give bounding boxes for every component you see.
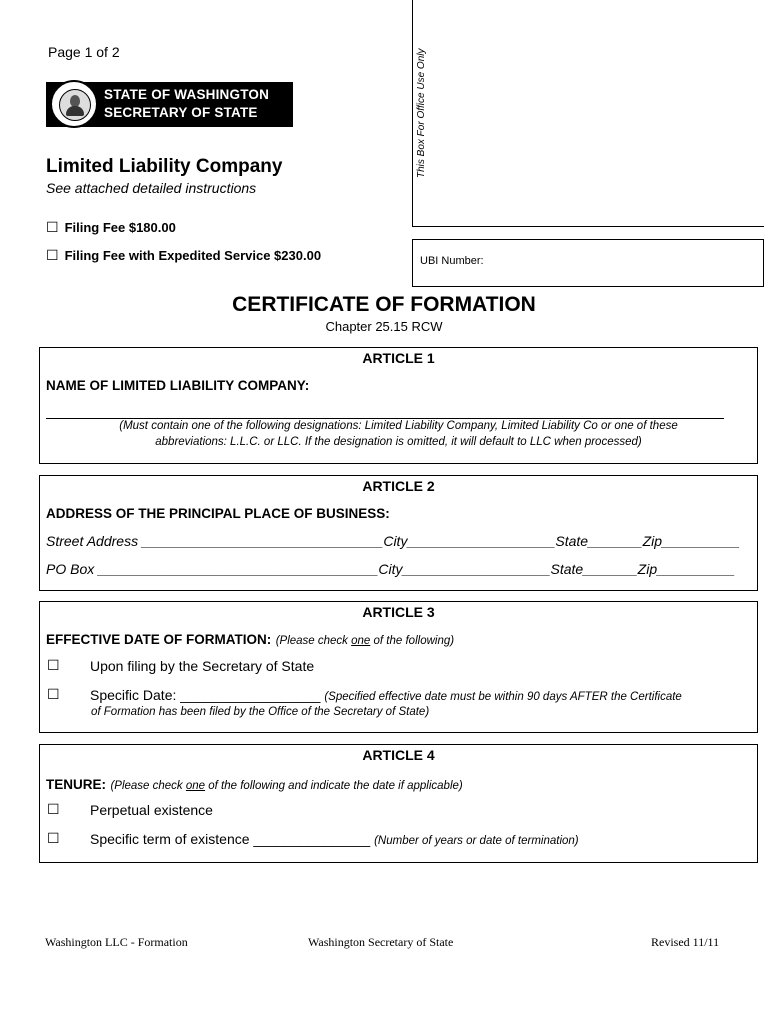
name-note-line2: abbreviations: L.L.C. or LLC. If the designation is omitted, it will default to LLC when processed) (155, 436, 642, 448)
specific-date-field[interactable]: Specific Date: __________________ (90, 687, 321, 703)
article-2-heading: ARTICLE 2 (362, 478, 435, 494)
footer-left: Washington LLC - Formation (45, 935, 188, 949)
article-2 (39, 475, 758, 591)
form-title: Limited Liability Company (46, 156, 283, 177)
article-4 (39, 744, 758, 863)
filing-fee-label: Filing Fee $180.00 (64, 220, 176, 235)
article-3 (39, 601, 758, 733)
form-subtitle: See attached detailed instructions (46, 180, 257, 196)
checkbox-icon[interactable]: ☐ (47, 830, 60, 846)
chapter-reference: Chapter 25.15 RCW (325, 319, 443, 334)
article-1-heading: ARTICLE 1 (362, 350, 435, 366)
po-box-row[interactable]: PO Box ____________________________________City___________________State_______Zip__________ (46, 561, 735, 577)
name-note-line1: (Must contain one of the following designations: Limited Liability Company, Limited Liability Co or one of these (119, 420, 678, 432)
logo-line2: SECRETARY OF STATE (104, 105, 258, 120)
checkbox-icon[interactable]: ☐ (47, 801, 60, 817)
specific-date-option (90, 687, 682, 703)
page-indicator: Page 1 of 2 (48, 44, 120, 60)
tenure-label-row: TENURE: (Please check one of the following and indicate the date if applicable) (46, 777, 463, 792)
article-3-heading: ARTICLE 3 (362, 604, 435, 620)
checkbox-icon[interactable]: ☐ (46, 247, 59, 263)
footer-center: Washington Secretary of State (308, 935, 454, 949)
ubi-number-box[interactable] (412, 239, 764, 287)
company-name-field[interactable] (46, 418, 724, 419)
specific-term-field[interactable]: Specific term of existence _______________ (90, 831, 371, 847)
certificate-title: CERTIFICATE OF FORMATION (232, 293, 536, 316)
checkbox-icon[interactable]: ☐ (47, 686, 60, 702)
street-address-row[interactable]: Street Address _______________________________City___________________State_______Zip__________ (46, 533, 740, 549)
specific-date-note-line2: of Formation has been filed by the Office of the Secretary of State) (91, 706, 430, 718)
business-address-label: ADDRESS OF THE PRINCIPAL PLACE OF BUSINESS: (46, 506, 390, 521)
office-use-box (412, 0, 764, 227)
upon-filing-option: Upon filing by the Secretary of State (90, 658, 315, 674)
specific-term-option (90, 831, 579, 847)
secretary-of-state-logo (46, 82, 293, 127)
company-name-label: NAME OF LIMITED LIABILITY COMPANY: (46, 378, 310, 393)
filing-fee-option[interactable] (46, 219, 176, 236)
checkbox-icon[interactable]: ☐ (47, 657, 60, 673)
effective-date-label-row: EFFECTIVE DATE OF FORMATION: (Please check one of the following) (46, 632, 455, 647)
state-seal-icon (50, 80, 98, 128)
effective-date-label: EFFECTIVE DATE OF FORMATION: (46, 632, 272, 647)
ubi-number-label: UBI Number: (420, 255, 484, 267)
checkbox-icon[interactable]: ☐ (46, 219, 59, 235)
article-4-heading: ARTICLE 4 (362, 747, 435, 763)
footer-right: Revised 11/11 (651, 935, 720, 949)
expedited-fee-option[interactable] (46, 247, 321, 264)
expedited-fee-label: Filing Fee with Expedited Service $230.00 (64, 248, 322, 263)
tenure-label: TENURE: (46, 777, 106, 792)
office-use-label: This Box For Office Use Only (416, 48, 427, 178)
article-1 (39, 347, 758, 464)
specific-date-note: (Specified effective date must be within 90 days AFTER the Certificate (324, 691, 682, 703)
specific-term-note: (Number of years or date of termination) (374, 835, 579, 847)
logo-line1: STATE OF WASHINGTON (104, 87, 270, 102)
perpetual-existence-option: Perpetual existence (90, 802, 213, 818)
